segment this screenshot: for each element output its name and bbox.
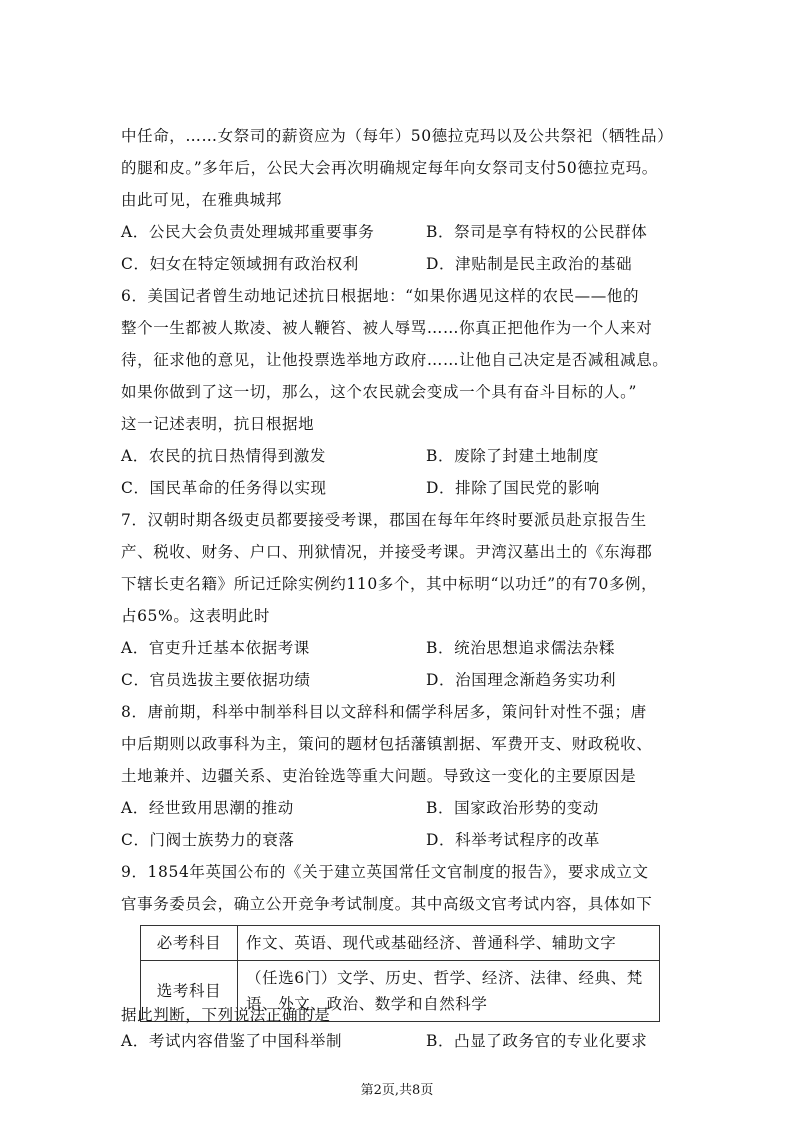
q6-stem-line-2: 整个一生都被人欺凌、被人鞭笞、被人辱骂……你真正把他作为一个人来对: [121, 319, 653, 337]
q5-option-b: B．祭司是享有特权的公民群体: [426, 223, 648, 241]
q6-stem-line-1: 6．美国记者曾生动地记述抗日根据地：“如果你遇见这样的农民——他的: [121, 287, 640, 305]
q6-option-d: D．排除了国民党的影响: [426, 479, 601, 497]
page-number-footer: 第2页,共8页: [360, 1083, 434, 1098]
q5-text-line-2: 的腿和皮。”多年后，公民大会再次明确规定每年向女祭司支付50德拉克玛。: [121, 159, 658, 177]
q7-stem-line-3: 下辖长吏名籍》所记迁除实例约110多个，其中标明“以功迁”的有70多例，: [121, 575, 658, 593]
q6-option-a: A．农民的抗日热情得到激发: [121, 447, 326, 465]
q5-option-d: D．津贴制是民主政治的基础: [426, 255, 633, 273]
elective-subjects-header: 选考科目: [141, 961, 238, 1022]
q6-stem-line-5: 这一记述表明，抗日根据地: [121, 415, 315, 433]
elective-subjects-line-1: （任选6门）文学、历史、哲学、经济、法律、经典、梵: [246, 969, 643, 987]
q8-stem-line-2: 中后期则以政事科为主，策问的题材包括藩镇割据、军费开支、财政税收、: [121, 735, 653, 753]
q7-option-a: A．官吏升迁基本依据考课: [121, 639, 310, 657]
q7-stem-line-2: 产、税收、财务、户口、刑狱情况，并接受考课。尹湾汉墓出土的《东海郡: [121, 543, 653, 561]
q5-text-line-3: 由此可见，在雅典城邦: [121, 191, 283, 209]
q9-option-a: A．考试内容借鉴了中国科举制: [121, 1032, 343, 1050]
q7-option-d: D．治国理念渐趋务实功利: [426, 671, 617, 689]
q7-option-c: C．官员选拔主要依据功绩: [121, 671, 311, 689]
q6-stem-line-3: 待，征求他的意见，让他投票选举地方政府……让他自己决定是否减租减息。: [121, 351, 669, 369]
q9-after-table: 据此判断，下列说法正确的是: [121, 1006, 331, 1024]
required-subjects-header: 必考科目: [141, 926, 238, 961]
q6-option-c: C．国民革命的任务得以实现: [121, 479, 327, 497]
table-row: [141, 926, 660, 961]
q8-option-b: B．国家政治形势的变动: [426, 799, 599, 817]
q8-option-a: A．经世致用思潮的推动: [121, 799, 294, 817]
q9-stem-line-1: 9．1854年英国公布的《关于建立英国常任文官制度的报告》，要求成立文: [121, 863, 649, 881]
q6-option-b: B．废除了封建土地制度: [426, 447, 599, 465]
q8-option-c: C．门阀士族势力的衰落: [121, 831, 295, 849]
q9-stem-line-2: 官事务委员会，确立公开竞争考试制度。其中高级文官考试内容，具体如下: [121, 895, 653, 913]
q9-option-b: B．凸显了政务官的专业化要求: [426, 1032, 648, 1050]
q8-stem-line-1: 8．唐前期，科举中制举科目以文辞科和儒学科居多，策问针对性不强；唐: [121, 703, 647, 721]
required-subjects-content: 作文、英语、现代或基础经济、普通科学、辅助文字: [238, 926, 660, 961]
q8-stem-line-3: 土地兼并、边疆关系、吏治铨选等重大问题。导致这一变化的主要原因是: [121, 767, 637, 785]
q7-stem-line-1: 7．汉朝时期各级吏员都要接受考课，郡国在每年年终时要派员赴京报告生: [121, 511, 647, 529]
q7-option-b: B．统治思想追求儒法杂糅: [426, 639, 616, 657]
q7-stem-line-4: 占65%。这表明此时: [121, 607, 270, 625]
q8-option-d: D．科举考试程序的改革: [426, 831, 601, 849]
elective-subjects-line-2: 语、外文、政治、数学和自然科学: [246, 995, 488, 1013]
q6-stem-line-4: 如果你做到了这一切，那么，这个农民就会变成一个具有奋斗目标的人。”: [121, 383, 637, 401]
q5-option-a: A．公民大会负责处理城邦重要事务: [121, 223, 375, 241]
q5-text-line-1: 中任命，……女祭司的薪资应为（每年）50德拉克玛以及公共祭祀（牺牲品）: [121, 127, 674, 145]
q5-option-c: C．妇女在特定领域拥有政治权利: [121, 255, 359, 273]
